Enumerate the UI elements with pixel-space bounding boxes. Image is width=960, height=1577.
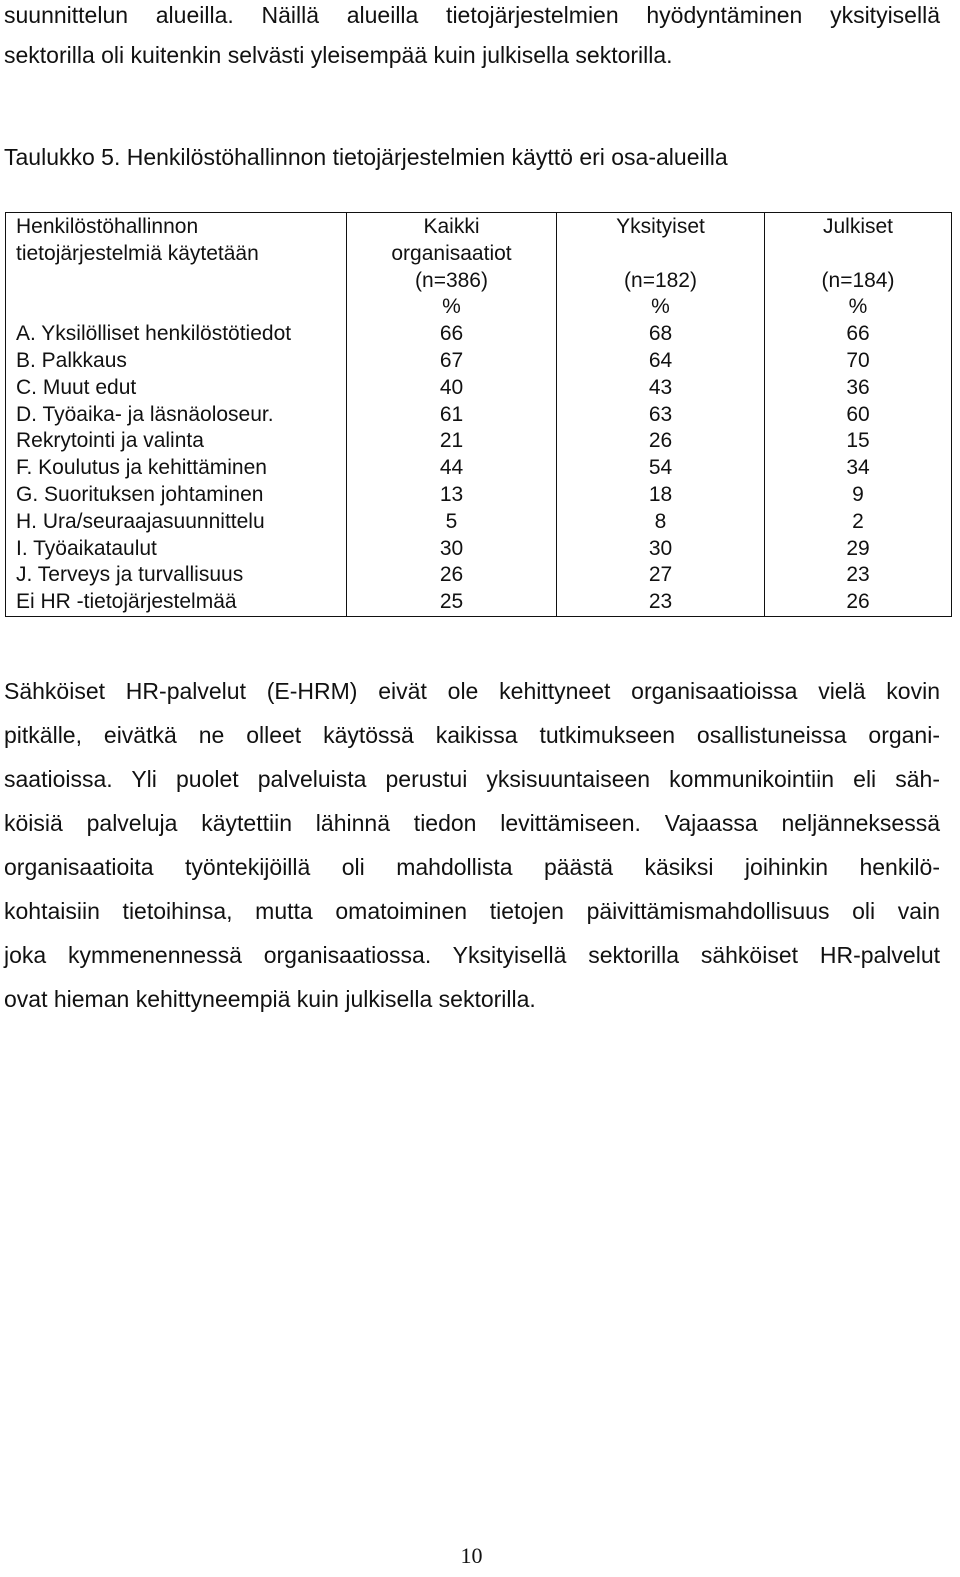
header-text: %: [651, 295, 670, 319]
intro-line-2: sektorilla oli kuitenkin selvästi yleisempää kuin julkisella sektorilla.: [4, 42, 673, 68]
table-caption: Taulukko 5. Henkilöstöhallinnon tietojärjestelmien käyttö eri osa-alueilla: [4, 144, 728, 170]
body-line-5: organisaatioita työntekijöillä oli mahdollista päästä käsiksi joihinkin henkilö-: [4, 854, 940, 880]
value-private: 26: [557, 428, 765, 455]
header-text: Yksityiset: [616, 215, 705, 238]
value-public: 60: [765, 402, 952, 429]
header-text: %: [442, 295, 461, 319]
value-public: 2: [765, 509, 952, 536]
header-text: [765, 241, 951, 268]
table-row: [6, 562, 952, 589]
row-label: Rekrytointi ja valinta: [6, 428, 347, 455]
body-line-2: pitkälle, eivätkä ne olleet käytössä kaikissa tutkimukseen osallistuneissa organi-: [4, 722, 940, 748]
value-private: 18: [557, 482, 765, 509]
value-public: 36: [765, 375, 952, 402]
page-number: 10: [460, 1543, 483, 1568]
row-label: Ei HR -tietojärjestelmää: [6, 589, 347, 616]
value-all: 5: [347, 509, 557, 536]
header-text: Kaikki: [423, 215, 480, 238]
value-all: 13: [347, 482, 557, 509]
row-label: H. Ura/seuraajasuunnittelu: [6, 509, 347, 536]
table-row: [6, 455, 952, 482]
table-row: [6, 509, 952, 536]
intro-line-1: suunnittelun alueilla. Näillä alueilla tietojärjestelmien hyödyntäminen yksityisellä: [4, 2, 940, 28]
row-label: G. Suorituksen johtaminen: [6, 482, 347, 509]
value-all: 26: [347, 562, 557, 589]
value-private: 23: [557, 589, 765, 616]
value-all: 30: [347, 536, 557, 563]
header-public: [765, 213, 952, 322]
value-all: 25: [347, 589, 557, 616]
header-text: [16, 268, 346, 295]
value-public: 70: [765, 348, 952, 375]
body-line-1: Sähköiset HR-palvelut (E-HRM) eivät ole kehittyneet organisaatioissa vielä kovin: [4, 678, 940, 704]
header-text: (n=182): [624, 268, 697, 292]
header-text: Julkiset: [822, 215, 894, 238]
value-private: 63: [557, 402, 765, 429]
header-text: [16, 294, 346, 321]
value-public: 34: [765, 455, 952, 482]
table-row: [6, 536, 952, 563]
value-private: 43: [557, 375, 765, 402]
value-all: 67: [347, 348, 557, 375]
body-line-4: köisiä palveluja käytettiin lähinnä tiedon levittämiseen. Vajaassa neljänneksessä: [4, 810, 940, 836]
value-all: 40: [347, 375, 557, 402]
value-private: 27: [557, 562, 765, 589]
row-label: J. Terveys ja turvallisuus: [6, 562, 347, 589]
value-private: 64: [557, 348, 765, 375]
row-label: I. Työaikataulut: [6, 536, 347, 563]
value-all: 21: [347, 428, 557, 455]
row-label: D. Työaika- ja läsnäoloseur.: [6, 402, 347, 429]
header-area-column: [6, 213, 347, 322]
body-line-7: joka kymmenennessä organisaatiossa. Yksityisellä sektorilla sähköiset HR-palvelut: [4, 942, 940, 968]
header-private: [557, 213, 765, 322]
value-all: 44: [347, 455, 557, 482]
table-row: [6, 589, 952, 616]
value-private: 54: [557, 455, 765, 482]
table-row: [6, 321, 952, 348]
header-all-organisations: [347, 213, 557, 322]
header-text: Henkilöstöhallinnon: [16, 215, 199, 238]
value-public: 29: [765, 536, 952, 563]
table-row: [6, 482, 952, 509]
header-text: (n=386): [415, 268, 488, 292]
header-text: (n=184): [821, 268, 895, 292]
value-private: 30: [557, 536, 765, 563]
header-text: tietojärjestelmiä käytetään: [16, 241, 259, 265]
value-all: 61: [347, 402, 557, 429]
value-private: 68: [557, 321, 765, 348]
table-row: [6, 375, 952, 402]
value-public: 15: [765, 428, 952, 455]
table-row: [6, 402, 952, 429]
header-text: organisaatiot: [391, 241, 512, 265]
row-label: A. Yksilölliset henkilöstötiedot: [6, 321, 347, 348]
hr-systems-table: [5, 212, 952, 617]
body-line-6: kohtaisiin tietoihinsa, mutta omatoiminen tietojen päivittämismahdollisuus oli vain: [4, 898, 940, 924]
body-line-8: ovat hieman kehittyneempiä kuin julkisella sektorilla.: [4, 986, 536, 1012]
table-header-row: [6, 213, 952, 322]
header-text: [557, 241, 764, 268]
value-private: 8: [557, 509, 765, 536]
value-all: 66: [347, 321, 557, 348]
header-text: %: [848, 295, 868, 319]
body-line-3: saatioissa. Yli puolet palveluista perustui yksisuuntaiseen kommunikointiin eli säh-: [4, 766, 940, 792]
row-label: B. Palkkaus: [6, 348, 347, 375]
table-row: [6, 348, 952, 375]
value-public: 26: [765, 589, 952, 616]
row-label: C. Muut edut: [6, 375, 347, 402]
row-label: F. Koulutus ja kehittäminen: [6, 455, 347, 482]
value-public: 23: [765, 562, 952, 589]
table-row: [6, 428, 952, 455]
value-public: 9: [765, 482, 952, 509]
value-public: 66: [765, 321, 952, 348]
